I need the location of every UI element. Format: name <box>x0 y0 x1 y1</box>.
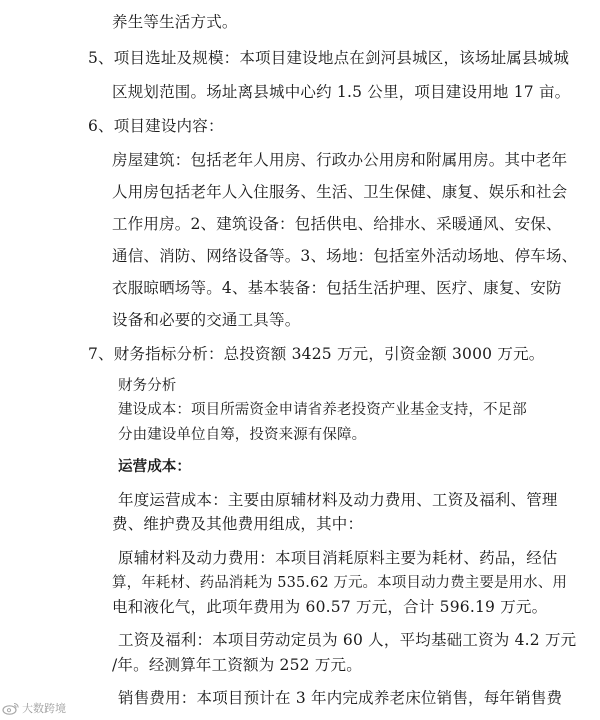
weibo-icon <box>2 701 20 715</box>
text-line: 年度运营成本：主要由原辅材料及动力费用、工资及福利、管理 <box>118 491 558 509</box>
watermark <box>2 699 66 717</box>
text-line: 6、项目建设内容： <box>88 117 224 135</box>
text-line: 分由建设单位自筹，投资来源有保障。 <box>118 427 367 443</box>
text-line: 养生等生活方式。 <box>112 13 238 31</box>
text-line: 区规划范围。场址离县城中心约 1.5 公里，项目建设用地 17 亩。 <box>112 83 571 101</box>
text-line: 算，年耗材、药品消耗为 535.62 万元。本项目动力费主要是用水、用 <box>112 575 567 591</box>
text-line: 工资及福利：本项目劳动定员为 60 人，平均基础工资为 4.2 万元 <box>118 631 577 649</box>
watermark-text: 大数跨境 <box>22 702 66 715</box>
text-line: /年。经测算年工资额为 252 万元。 <box>112 656 362 674</box>
text-line: 费、维护费及其他费用组成，其中： <box>112 515 364 533</box>
text-line: 人用房包括老年人入住服务、生活、卫生保健、康复、娱乐和社会 <box>112 183 568 201</box>
text-line: 工作用房。2、建筑设备：包括供电、给排水、采暖通风、安保、 <box>112 215 562 233</box>
section-heading: 运营成本： <box>118 458 191 475</box>
text-line: 7、财务指标分析：总投资额 3425 万元，引资金额 3000 万元。 <box>88 345 545 363</box>
text-line: 设备和必要的交通工具等。 <box>112 311 301 329</box>
text-line: 原辅材料及动力费用：本项目消耗原料主要为耗材、药品，经估 <box>118 549 558 567</box>
text-line: 衣服晾晒场等。4、基本装备：包括生活护理、医疗、康复、安防 <box>112 279 562 297</box>
text-line: 5、项目选址及规模：本项目建设地点在剑河县城区，该场址属县城城 <box>88 49 570 67</box>
text-line: 建设成本：项目所需资金申请省养老投资产业基金支持，不足部 <box>118 402 527 418</box>
text-line: 房屋建筑：包括老年人用房、行政办公用房和附属用房。其中老年 <box>112 151 568 169</box>
text-line: 通信、消防、网络设备等。3、场地：包括室外活动场地、停车场、 <box>112 247 578 265</box>
text-line: 销售费用：本项目预计在 3 年内完成养老床位销售，每年销售费 <box>118 689 563 707</box>
section-heading: 财务分析 <box>118 378 177 394</box>
text-line: 电和液化气，此项年费用为 60.57 万元，合计 596.19 万元。 <box>112 598 548 616</box>
